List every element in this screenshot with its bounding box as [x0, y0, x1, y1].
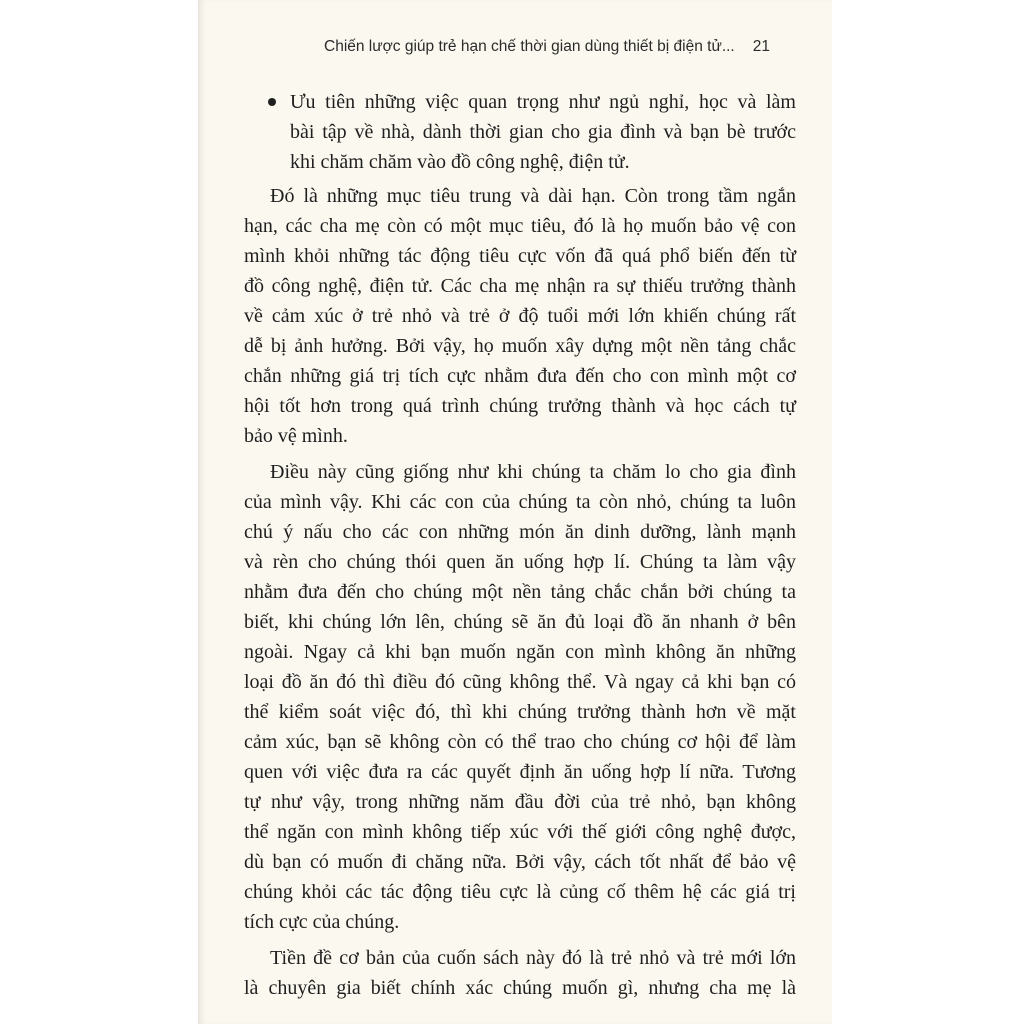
text-line: hội tốt hơn trong quá trình chúng trưởng thành và học cách tự: [244, 395, 796, 417]
page-body: [244, 87, 796, 1009]
running-title: Chiến lược giúp trẻ hạn chế thời gian dùng thiết bị điện tử...: [324, 38, 735, 55]
text-line: loại đồ ăn đó thì điều đó cũng không thể. Và ngay cả khi bạn có: [244, 671, 796, 693]
text-line: bảo vệ mình.: [244, 425, 348, 447]
bullet-item: [244, 87, 796, 177]
bullet-icon: [268, 98, 276, 106]
text-line: dù bạn có muốn đi chăng nữa. Bởi vậy, cách tốt nhất để bảo vệ: [244, 851, 796, 873]
page-number: 21: [752, 38, 770, 55]
book-page: [198, 0, 832, 1024]
text-line: tích cực của chúng.: [244, 911, 400, 933]
text-line: thể kiểm soát việc đó, thì khi chúng trưởng thành hơn về mặt: [244, 701, 796, 723]
text-line: dễ bị ảnh hưởng. Bởi vậy, họ muốn xây dựng một nền tảng chắc: [244, 335, 796, 357]
text-line: biết, khi chúng lớn lên, chúng sẽ ăn đủ loại đồ ăn nhanh ở bên: [244, 611, 796, 633]
text-line: chắn những giá trị tích cực nhằm đưa đến cho con mình một cơ: [244, 365, 796, 387]
text-line: thể ngăn con mình không tiếp xúc với thế giới công nghệ được,: [244, 821, 796, 843]
text-line: chúng khỏi các tác động tiêu cực là củng cố thêm hệ các giá trị: [244, 881, 796, 903]
text-line: Điều này cũng giống như khi chúng ta chăm lo cho gia đình: [270, 461, 796, 483]
text-line: quen với việc đưa ra các quyết định ăn uống hợp lí nữa. Tương: [244, 761, 796, 783]
text-line: hạn, các cha mẹ còn có một mục tiêu, đó là họ muốn bảo vệ con: [244, 215, 796, 237]
bullet-line: bài tập về nhà, dành thời gian cho gia đình và bạn bè trước: [290, 121, 796, 143]
text-line: về cảm xúc ở trẻ nhỏ và trẻ ở độ tuổi mới lớn khiến chúng rất: [244, 305, 796, 327]
text-line: là chuyên gia biết chính xác chúng muốn gì, nhưng cha mẹ là: [244, 977, 796, 999]
text-line: mình khỏi những tác động tiêu cực vốn đã quá phổ biến đến từ: [244, 245, 796, 267]
text-line: của mình vậy. Khi các con của chúng ta còn nhỏ, chúng ta luôn: [244, 491, 796, 513]
text-line: Tiền đề cơ bản của cuốn sách này đó là trẻ nhỏ và trẻ mới lớn: [270, 947, 796, 969]
text-line: cảm xúc, bạn sẽ không còn có thể trao cho chúng cơ hội để làm: [244, 731, 796, 753]
paragraph-3: [244, 943, 796, 1003]
text-line: và rèn cho chúng thói quen ăn uống hợp lí. Chúng ta làm vậy: [244, 551, 796, 573]
text-line: ngoài. Ngay cả khi bạn muốn ngăn con mình không ăn những: [244, 641, 796, 663]
bullet-line: Ưu tiên những việc quan trọng như ngủ nghỉ, học và làm: [290, 91, 796, 113]
text-line: nhằm đưa đến cho chúng một nền tảng chắc chắn bởi chúng ta: [244, 581, 796, 603]
paragraph-1: [244, 181, 796, 451]
text-line: chú ý nấu cho các con những món ăn dinh dưỡng, lành mạnh: [244, 521, 796, 543]
text-line: tự như vậy, trong những năm đầu đời của trẻ nhỏ, bạn không: [244, 791, 796, 813]
running-header: [324, 38, 770, 56]
bullet-line: khi chăm chăm vào đồ công nghệ, điện tử.: [290, 151, 630, 173]
text-line: Đó là những mục tiêu trung và dài hạn. Còn trong tầm ngắn: [270, 185, 796, 207]
text-line: đồ công nghệ, điện tử. Các cha mẹ nhận ra sự thiếu trưởng thành: [244, 275, 796, 297]
paragraph-2: [244, 457, 796, 937]
